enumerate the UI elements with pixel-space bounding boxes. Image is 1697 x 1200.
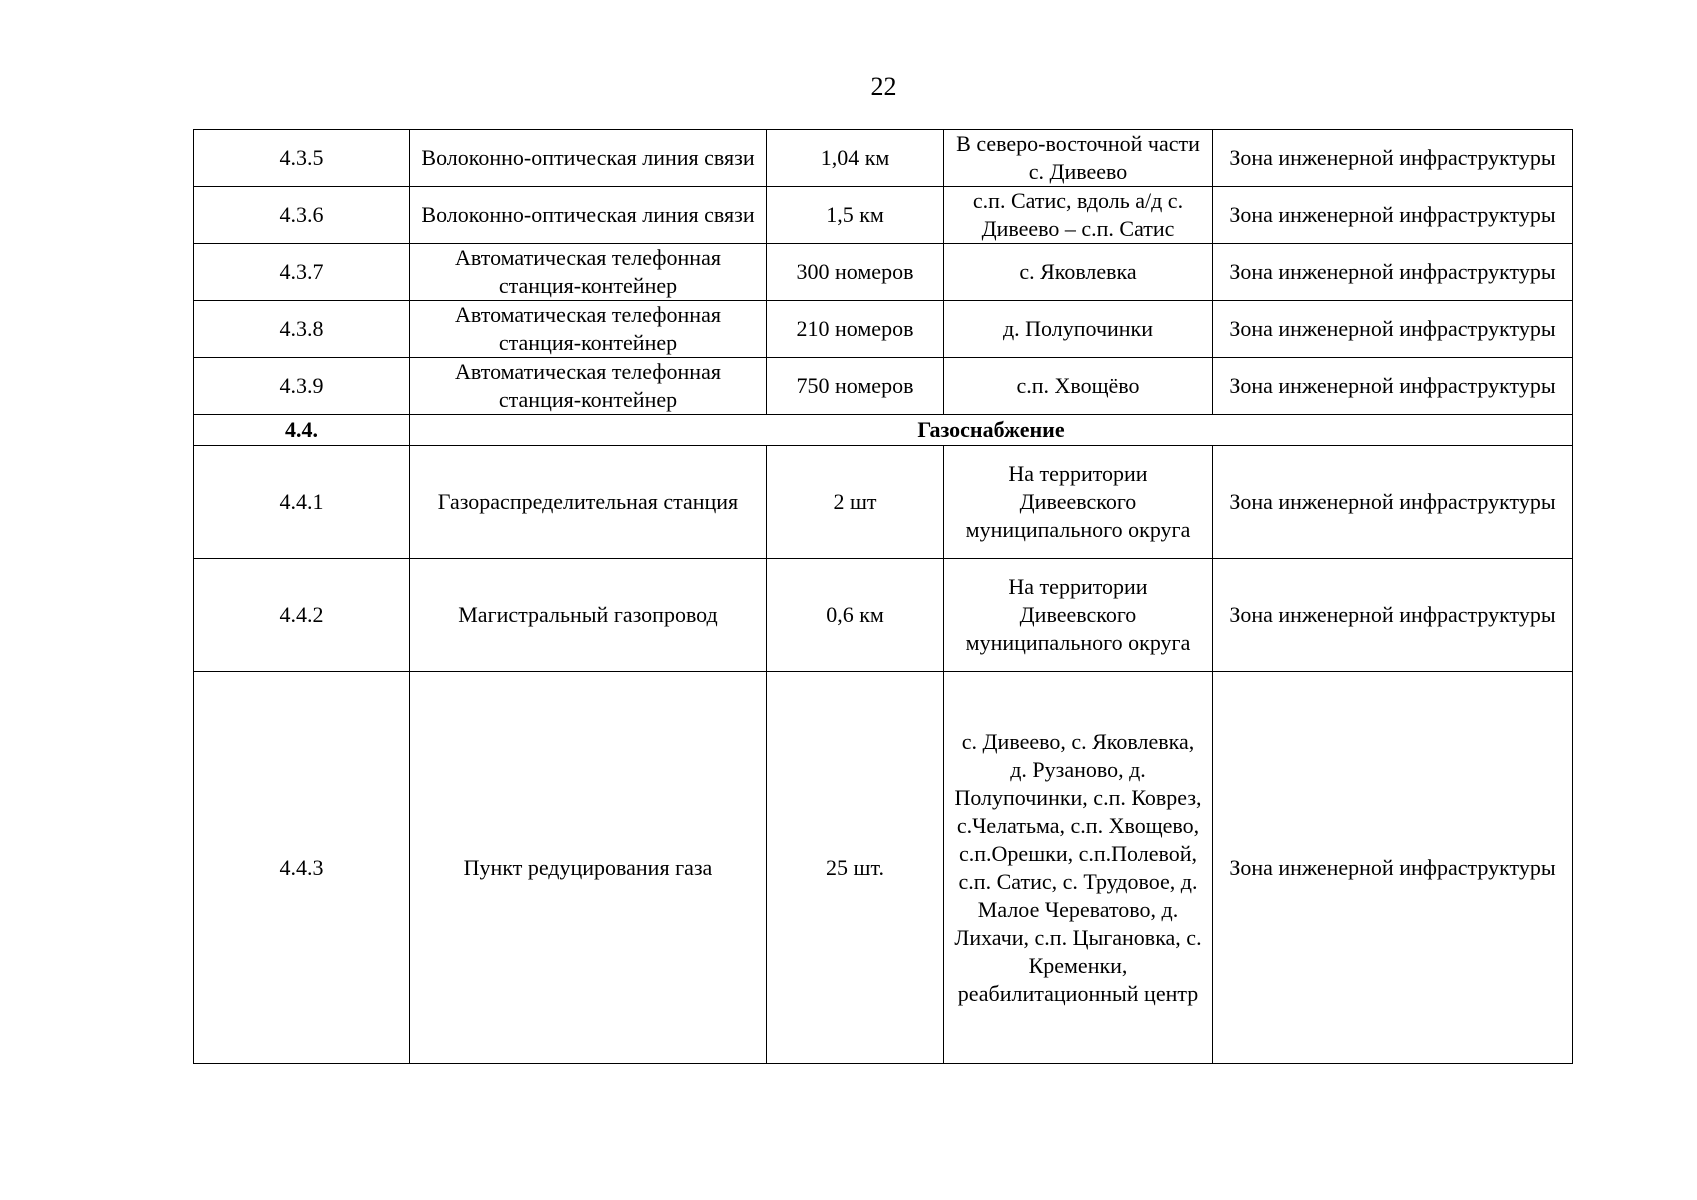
cell-zone: Зона инженерной инфраструктуры [1213,672,1573,1064]
cell-capacity: 2 шт [767,446,944,559]
cell-capacity: 750 номеров [767,358,944,415]
cell-zone: Зона инженерной инфраструктуры [1213,301,1573,358]
cell-location: На территории Дивеевского муниципального округа [944,446,1213,559]
cell-capacity: 1,5 км [767,187,944,244]
cell-zone: Зона инженерной инфраструктуры [1213,446,1573,559]
cell-zone: Зона инженерной инфраструктуры [1213,559,1573,672]
cell-location: с. Яковлевка [944,244,1213,301]
cell-number: 4.3.6 [194,187,410,244]
table-row [194,672,1573,1064]
cell-name: Магистральный газопровод [410,559,767,672]
table-row [194,301,1573,358]
table-row [194,559,1573,672]
cell-number: 4.4.2 [194,559,410,672]
cell-location: с. Дивеево, с. Яковлевка, д. Рузаново, д. Полупочинки, с.п. Коврез, с.Челатьма, с.п. Хвощево, с.п.Орешки, с.п.Полевой, с.п. Сатис, с. Трудовое, д. Малое Череватово, д. Лихачи, с.п. Цыгановка, с. Кременки, реабилитационный центр [944,672,1213,1064]
cell-name: Автоматическая телефонная станция-контейнер [410,301,767,358]
cell-name: Автоматическая телефонная станция-контейнер [410,358,767,415]
table-row [194,187,1573,244]
table-row [194,244,1573,301]
cell-capacity: 25 шт. [767,672,944,1064]
infrastructure-table [193,129,1573,1064]
cell-name: Пункт редуцирования газа [410,672,767,1064]
cell-location: с.п. Сатис, вдоль а/д с. Дивеево – с.п. Сатис [944,187,1213,244]
cell-number: 4.3.7 [194,244,410,301]
cell-name: Газораспределительная станция [410,446,767,559]
cell-zone: Зона инженерной инфраструктуры [1213,187,1573,244]
cell-zone: Зона инженерной инфраструктуры [1213,130,1573,187]
cell-number: 4.3.5 [194,130,410,187]
cell-number: 4.4.1 [194,446,410,559]
cell-number: 4.3.8 [194,301,410,358]
cell-capacity: 300 номеров [767,244,944,301]
table-row [194,130,1573,187]
cell-location: На территории Дивеевского муниципального округа [944,559,1213,672]
cell-name: Автоматическая телефонная станция-контейнер [410,244,767,301]
cell-location: В северо-восточной части с. Дивеево [944,130,1213,187]
cell-capacity: 210 номеров [767,301,944,358]
cell-capacity: 0,6 км [767,559,944,672]
cell-zone: Зона инженерной инфраструктуры [1213,244,1573,301]
cell-name: Волоконно-оптическая линия связи [410,187,767,244]
table-row [194,358,1573,415]
cell-name: Волоконно-оптическая линия связи [410,130,767,187]
section-title: Газоснабжение [410,415,1573,446]
section-header-row [194,415,1573,446]
section-number: 4.4. [194,415,410,446]
cell-location: д. Полупочинки [944,301,1213,358]
page-number: 22 [870,72,897,101]
cell-location: с.п. Хвощёво [944,358,1213,415]
table-row [194,446,1573,559]
cell-zone: Зона инженерной инфраструктуры [1213,358,1573,415]
cell-number: 4.4.3 [194,672,410,1064]
cell-capacity: 1,04 км [767,130,944,187]
cell-number: 4.3.9 [194,358,410,415]
